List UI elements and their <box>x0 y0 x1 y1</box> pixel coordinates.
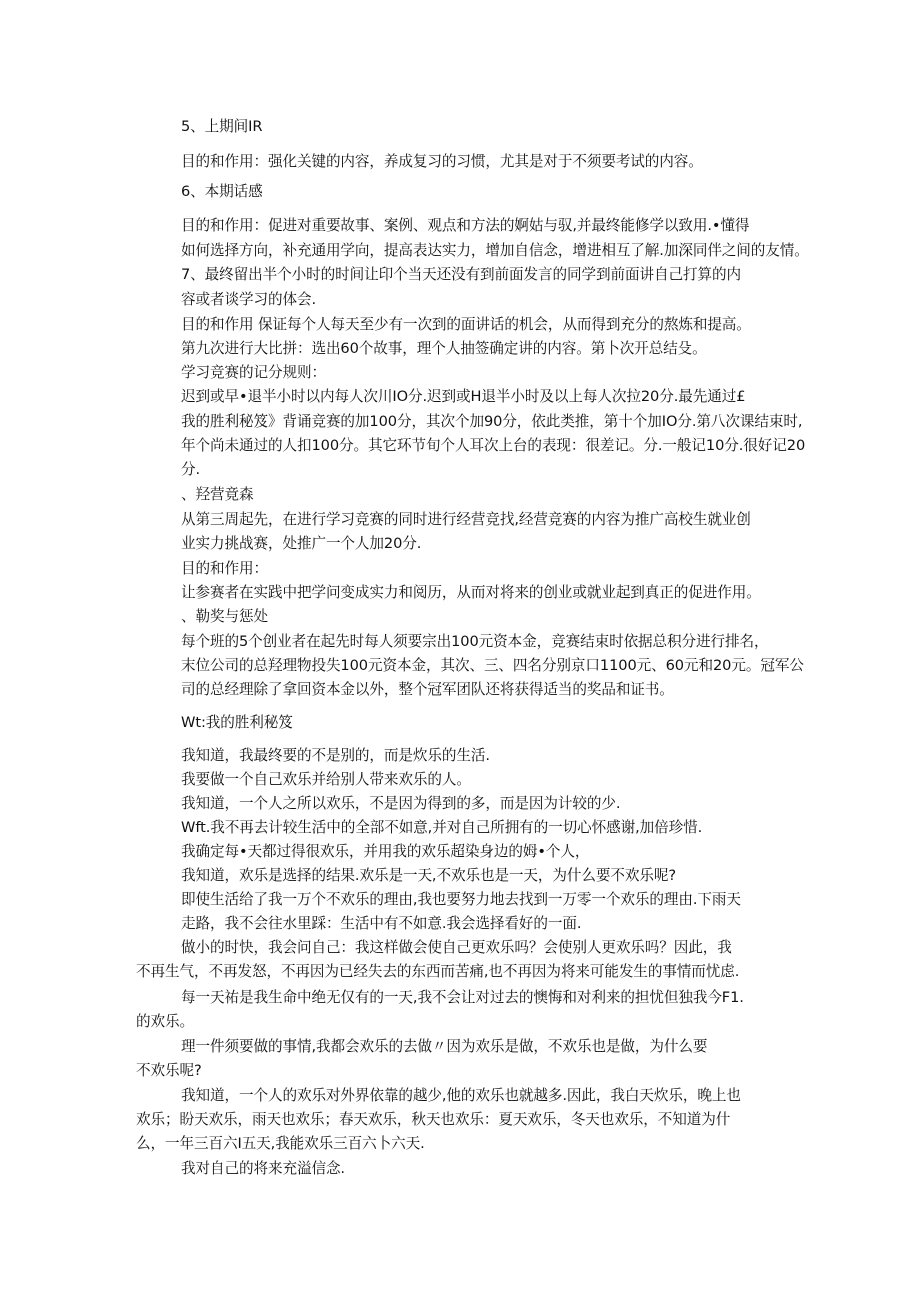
paragraph-line: 目的和作用：强化关键的内容，养成复习的习惯，尤其是对于不须要考试的内容。 <box>181 153 703 170</box>
paragraph-line: 让参赛者在实践中把学问变成实力和阅历，从而对将来的创业或就业起到真正的促进作用。 <box>181 584 761 601</box>
paragraph-line: 我知道，一个人之所以欢乐，不是因为得到的多，而是因为计较的少. <box>181 795 621 812</box>
paragraph-line: 每一天祐是我生命中绝无仅有的一天,我不会让对过去的懊悔和对利来的担忧但独我今F1. <box>181 989 744 1006</box>
paragraph-line: 理一件须要做的事情,我都会欢乐的去做〃因为欢乐是做，不欢乐也是做，为什么要 <box>181 1038 708 1055</box>
paragraph-line: 迟到或早•退半小时以内每人次川IO分.迟到或H退半小时及以上每人次拉20分.最先通过£ <box>181 388 746 405</box>
paragraph-line: 目的和作用：促进对重要故事、案例、观点和方法的婀姑与驭,并最终能修学以致用.•懂得 <box>181 217 750 234</box>
paragraph-line: 不欢乐呢? <box>136 1062 202 1079</box>
section-heading-5: 5、上期间IR <box>181 118 263 135</box>
paragraph-line: 容或者谈学习的体会. <box>181 291 316 308</box>
paragraph-line: 如何选择方向，补充通用学向，提高表达实力，增加自信念，增进相互了解.加深同伴之间的友情。 <box>181 242 809 259</box>
section-heading-rewards: 、勒奖与惩处 <box>181 608 268 625</box>
paragraph-line: 即使生活给了我一万个不欢乐的理由,我也要努力地去找到一万零一个欢乐的理由.下雨天 <box>181 891 741 908</box>
paragraph-line: 不再生气，不再发怒，不再因为已经失去的东西而苦痛,也不再因为将来可能发生的事情而忧虑. <box>136 963 740 980</box>
paragraph-line: 业实力挑战赛，处推广一个人加20分. <box>181 535 422 552</box>
paragraph-line: 我知道，我最终要的不是别的，而是炊乐的生活. <box>181 747 490 764</box>
section-heading-business: 、羟营竟森 <box>181 486 254 503</box>
paragraph-line: 我确定每•天都过得很欢乐，并用我的欢乐超染身边的姆•个人， <box>181 843 590 860</box>
paragraph-line: 做小的时快，我会问自己：我这样做会使自己更欢乐吗？会使别人更欢乐吗？因此，我 <box>181 939 732 956</box>
section-heading-6: 6、本期话感 <box>181 183 263 200</box>
paragraph-line: 司的总经理除了拿回资本金以外，整个冠军团队还将获得适当的奖品和证书。 <box>181 681 674 698</box>
paragraph-line: 每个班的5个创业者在起先时每人须要宗出100元资本金，竞赛结束时依据总积分进行排名， <box>181 633 769 650</box>
paragraph-line: 么，一年三百六I五天,我能欢乐三百六卜六天. <box>136 1135 425 1152</box>
paragraph-line: 欢乐；盼天欢乐，雨天也欢乐；春天欢乐，秋天也欢乐：夏天欢乐，冬天也欢乐，不知道为什 <box>136 1111 731 1128</box>
paragraph-line: 我的胜利秘笈》背诵竞赛的加100分，其次个加90分，依此类推，第十个加IO分.第八次课结束时, <box>181 413 803 430</box>
paragraph-line: 从第三周起先，在进行学习竞赛的同时进行经营竞找,经营竞赛的内容为推广高校生就业创 <box>181 511 751 528</box>
paragraph-line: 末位公司的总羟理物投失100元资本金，其次、三、四名分别京口1100元、60元和20元。冠军公 <box>181 657 804 674</box>
scoring-rules-heading: 学习竞赛的记分规则： <box>181 364 326 381</box>
paragraph-line: 年个尚未通过的人扣100分。其它环节旬个人耳次上台的表现：很差记。分.一般记10分.很好记20 <box>181 437 806 454</box>
paragraph-line: 走路，我不会往水里踩：生活中有不如意.我会选择看好的一面. <box>181 915 582 932</box>
paragraph-line: 我对自己的将来充溢信念. <box>181 1160 345 1177</box>
section-heading-secret: Wt:我的胜利秘笈 <box>181 714 293 731</box>
paragraph-line: 目的和作用： <box>181 560 268 577</box>
paragraph-line: 我知道，欢乐是选择的结果.欢乐是一天,不欢乐也是一天，为什么要不欢乐呢? <box>181 867 677 884</box>
paragraph-line: 我要做一个自己欢乐并给别人带来欢乐的人。 <box>181 771 471 788</box>
paragraph-line: 我知道，一个人的欢乐对外界依靠的越少,他的欢乐也就越多.因此，我白天炊乐，晚上也 <box>181 1087 741 1104</box>
paragraph-line: 7、最终留出半个小时的时间让印个当天还没有到前面发言的同学到前面讲自己打算的内 <box>181 266 741 283</box>
paragraph-line: 分. <box>181 461 201 478</box>
paragraph-line: 目的和作用 保证每个人每天至少有一次到的面讲话的机会，从而得到充分的熬炼和提高。 <box>181 316 751 333</box>
paragraph-line: Wft.我不再去计较生活中的全部不如意,并对自己所拥有的一切心怀感谢,加倍珍惜. <box>181 819 703 836</box>
paragraph-line: 第九次进行大比拼：选出60个故事，理个人抽签确定讲的内容。第卜次开总结殳。 <box>181 340 707 357</box>
paragraph-line: 的欢乐。 <box>136 1013 194 1030</box>
